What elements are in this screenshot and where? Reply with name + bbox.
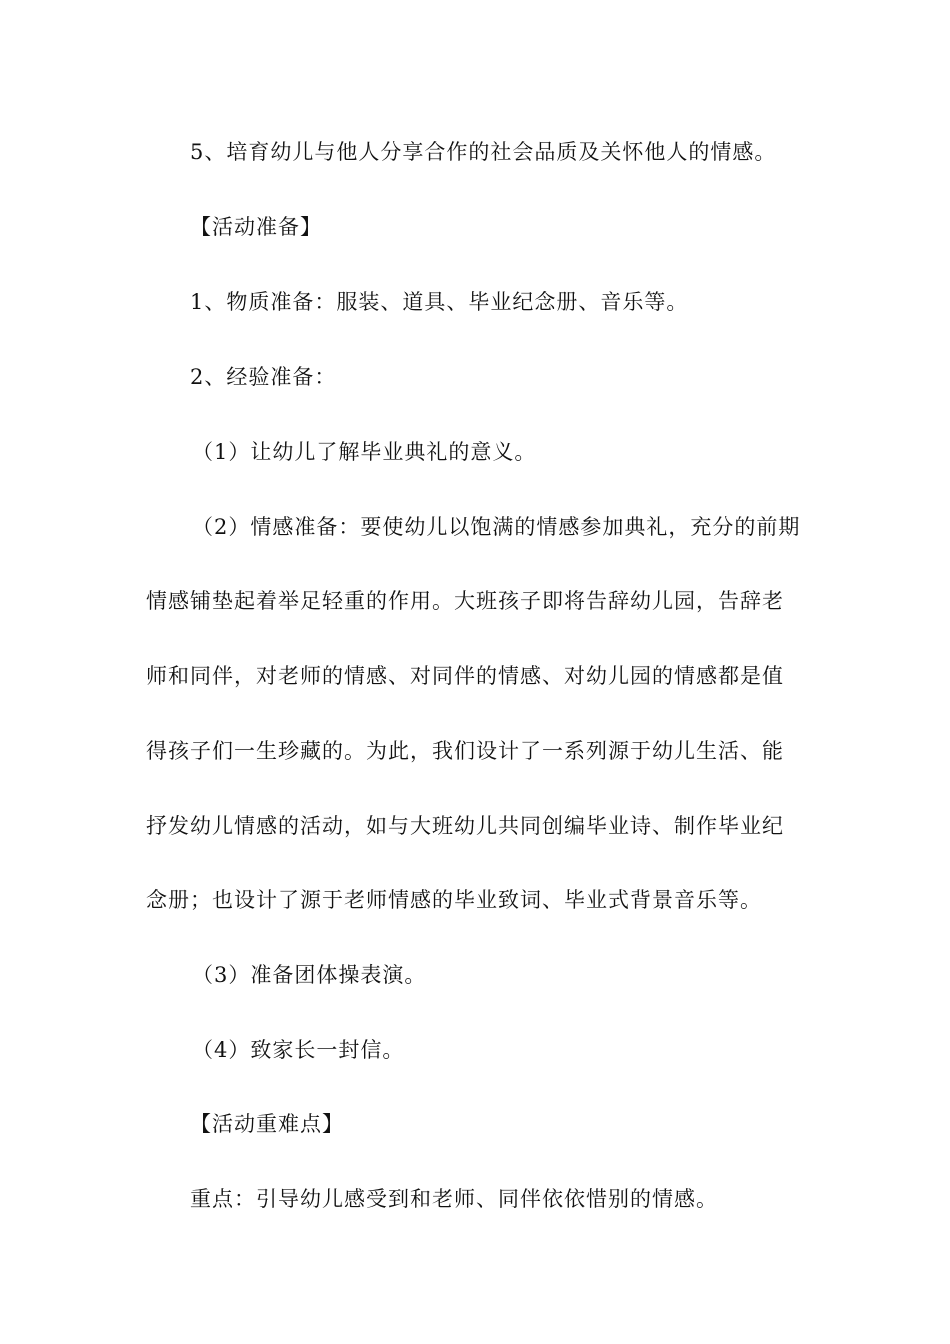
paragraph-line: 念册；也设计了源于老师情感的毕业致词、毕业式背景音乐等。 xyxy=(146,888,762,912)
paragraph-line: 得孩子们一生珍藏的。为此，我们设计了一系列源于幼儿生活、能 xyxy=(146,739,784,763)
section-heading-key-points: 【活动重难点】 xyxy=(190,1112,344,1136)
paragraph-line: 抒发幼儿情感的活动，如与大班幼儿共同创编毕业诗、制作毕业纪 xyxy=(146,814,784,838)
paragraph-line: 情感铺垫起着举足轻重的作用。大班孩子即将告辞幼儿园，告辞老 xyxy=(146,589,784,613)
experience-sub-item-2: （2）情感准备：要使幼儿以饱满的情感参加典礼，充分的前期 xyxy=(192,515,801,539)
key-point-item: 重点：引导幼儿感受到和老师、同伴依依惜别的情感。 xyxy=(190,1187,718,1211)
experience-sub-item-4: （4）致家长一封信。 xyxy=(192,1038,405,1062)
goal-item-5: 5、培育幼儿与他人分享合作的社会品质及关怀他人的情感。 xyxy=(190,140,777,164)
experience-sub-item-3: （3）准备团体操表演。 xyxy=(192,963,427,987)
section-heading-preparation: 【活动准备】 xyxy=(190,215,322,239)
experience-sub-item-1: （1）让幼儿了解毕业典礼的意义。 xyxy=(192,440,537,464)
prep-item-material: 1、物质准备：服装、道具、毕业纪念册、音乐等。 xyxy=(190,290,689,314)
prep-item-experience: 2、经验准备： xyxy=(190,365,337,389)
paragraph-line: 师和同伴，对老师的情感、对同伴的情感、对幼儿园的情感都是值 xyxy=(146,664,784,688)
